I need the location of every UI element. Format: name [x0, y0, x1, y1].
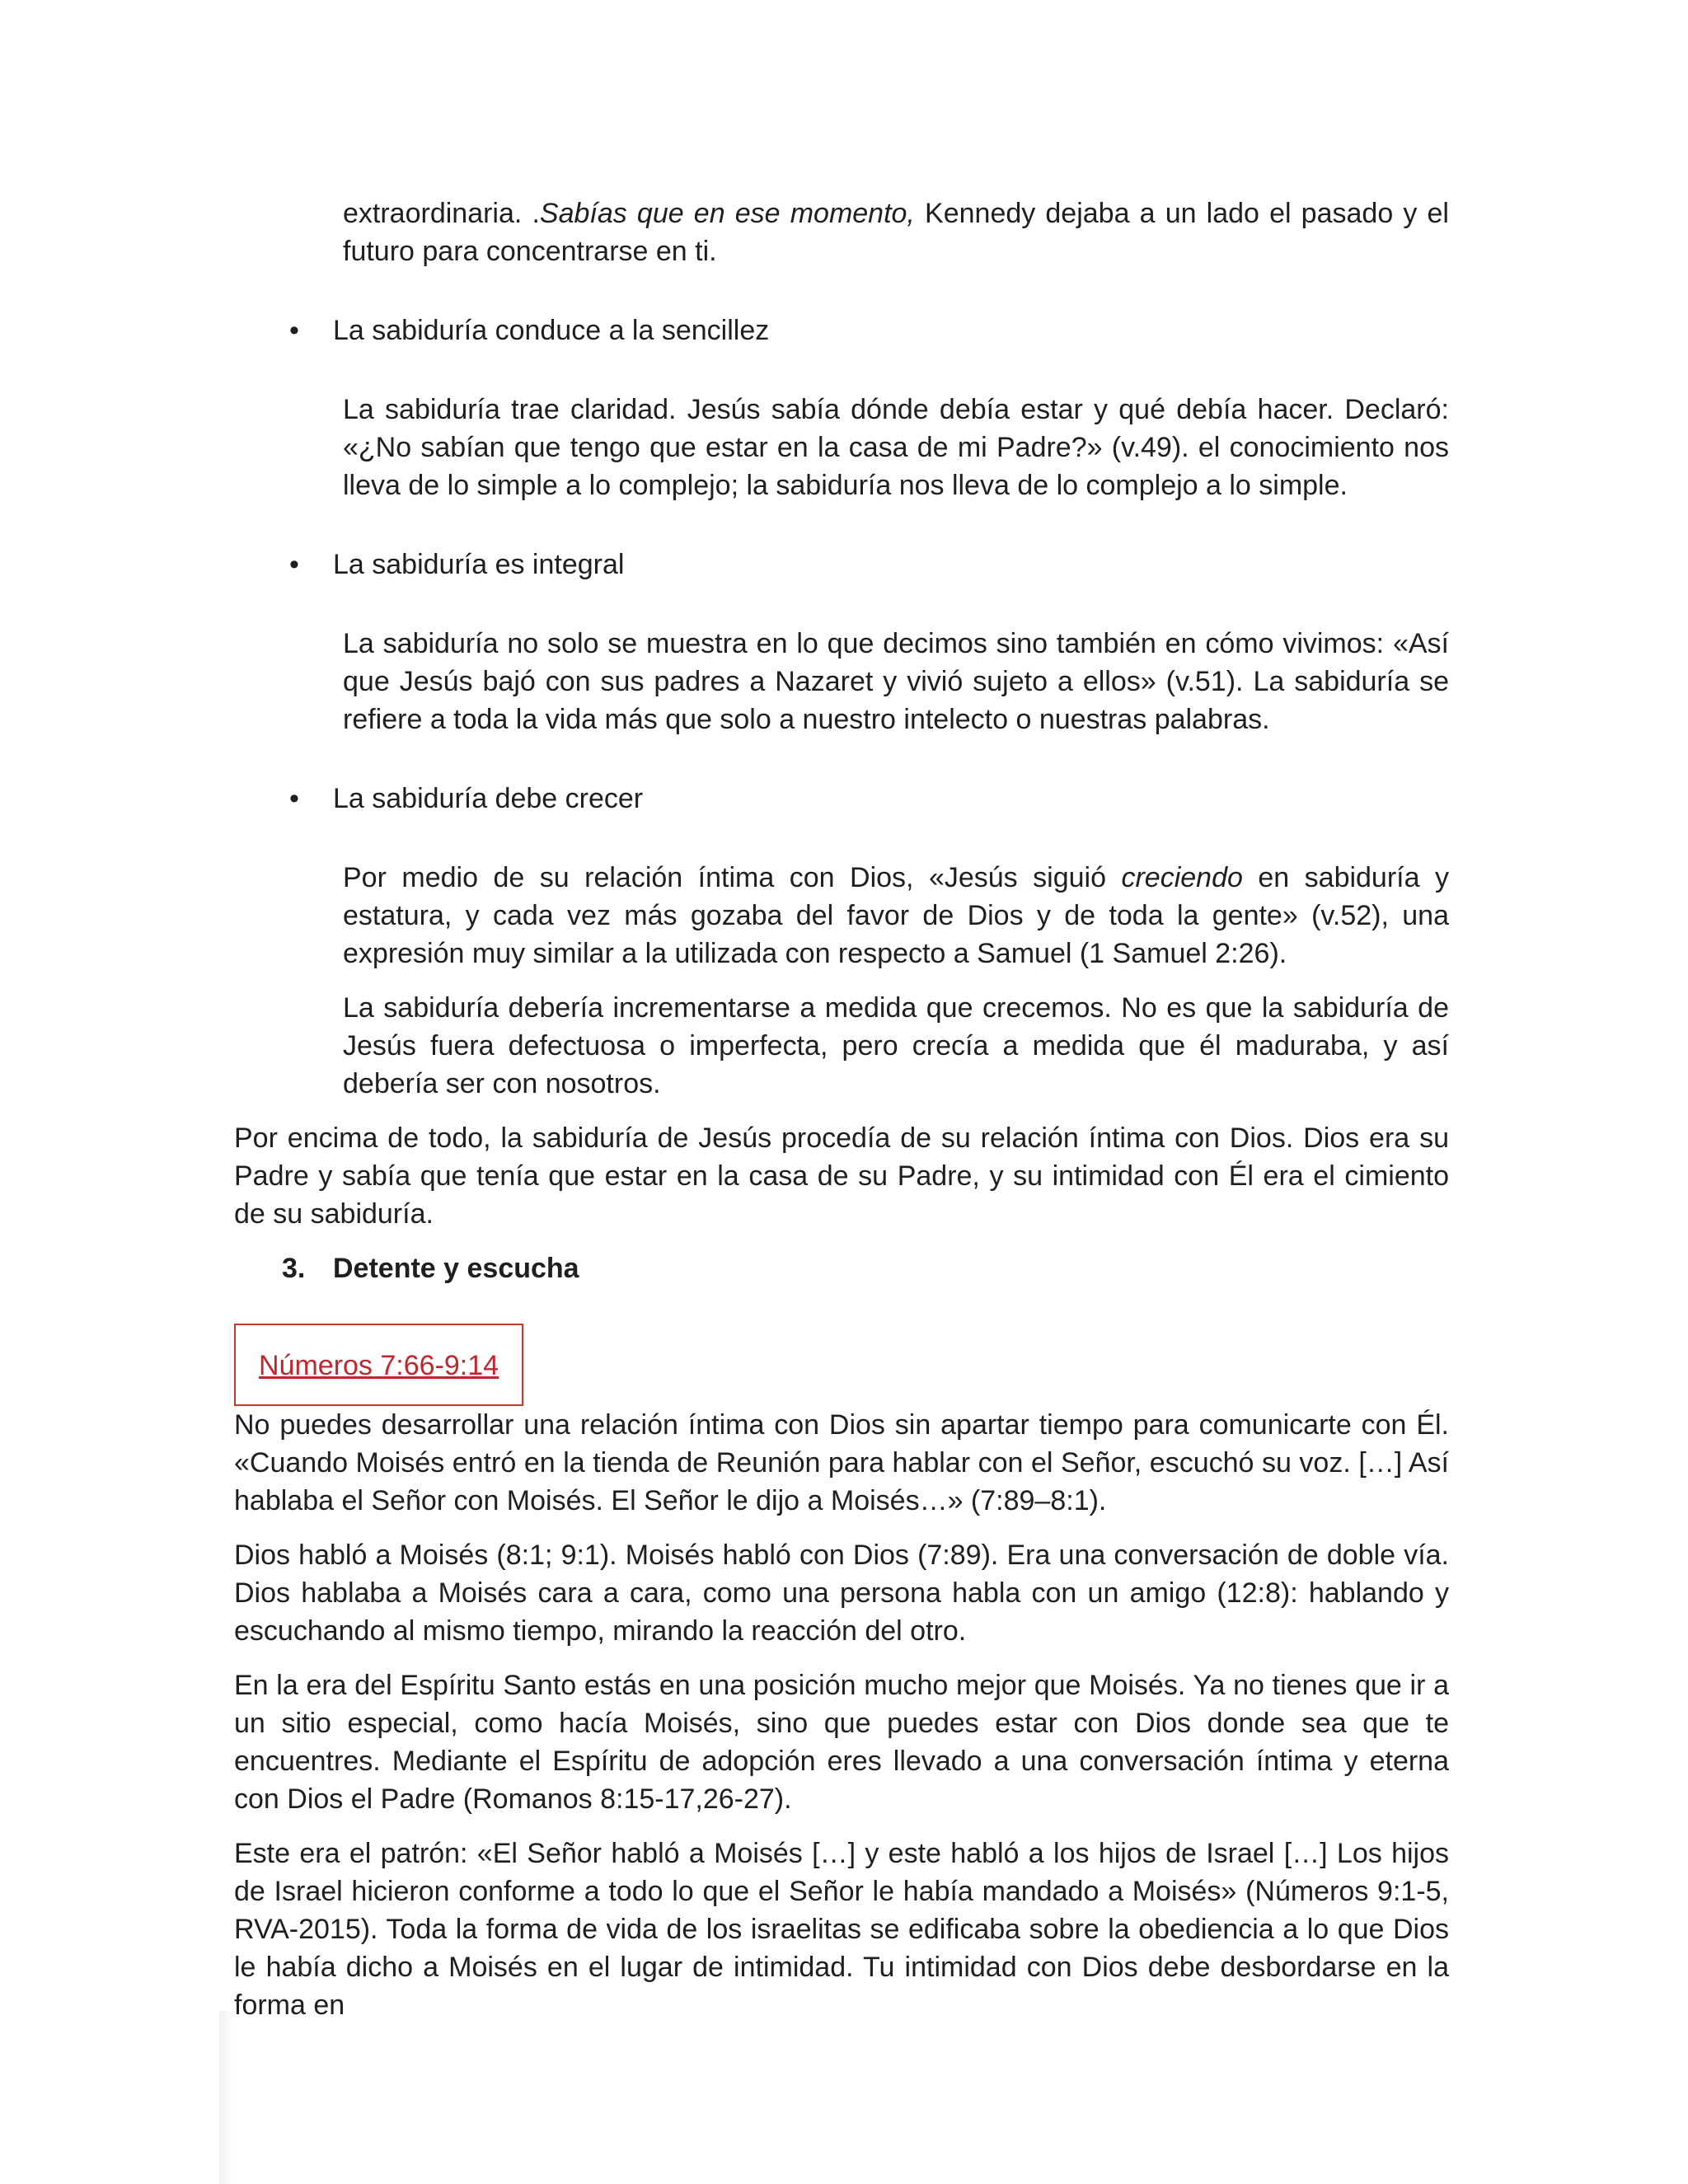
point-paragraph [343, 989, 1449, 1103]
body-paragraph: Este era el patrón: «El Señor habló a Moisés […] y este habló a los hijos de Israel […] Los hijos de Israel hicieron conforme a todo lo que el Señor le había mandado a Moisés» (Números 9:1-5, RVA-2015). Toda la forma de vida de los israelitas se edificaba sobre la obediencia a lo que Dios le había dicho a Moisés en el lugar de intimidad. Tu intimidad con Dios debe desbordarse en la forma en [234, 1838, 1449, 2021]
body-paragraph: No puedes desarrollar una relación íntima con Dios sin apartar tiempo para comunicarte con Él. «Cuando Moisés entró en la tienda de Reunión para hablar con el Señor, escuchó su voz. […] Así hablaba el Señor con Moisés. El Señor le dijo a Moisés…» (7:89–8:1). [234, 1409, 1449, 1516]
paragraph-text: Por medio de su relación íntima con Dios, «Jesús siguió [343, 862, 1122, 893]
bullet-icon: • [289, 549, 299, 580]
paragraph-text: La sabiduría debería incrementarse a medida que crecemos. No es que la sabiduría de Jesús fuera defectuosa o imperfecta, pero crecía a medida que él maduraba, y así debería ser con nosotros. [343, 992, 1449, 1099]
bullet-heading: La sabiduría es integral [333, 549, 625, 580]
section-title: Detente y escucha [333, 1253, 579, 1284]
scripture-reference-link[interactable]: Números 7:66-9:14 [259, 1350, 499, 1381]
intro-italic-text: Sabías que en ese momento, [539, 198, 915, 229]
intro-text-end: Kennedy dejaba a un lado el pasado y el futuro para concentrarse en ti. [343, 198, 1449, 267]
bullet-icon: • [289, 315, 299, 346]
bullet-heading: La sabiduría debe crecer [333, 783, 644, 814]
paragraph-text: La sabiduría trae claridad. Jesús sabía dónde debía estar y qué debía hacer. Declaró: «¿No sabían que tengo que estar en la casa de mi Padre?» (v.49). el conocimiento nos lleva de lo simple a lo complejo; la sabiduría nos lleva de lo complejo a lo simple. [343, 394, 1449, 501]
intro-text: extraordinaria. . [343, 198, 540, 229]
point-paragraph [343, 625, 1449, 738]
scripture-reference-box [234, 1324, 523, 1406]
bullet-point-sencillez [289, 312, 1449, 349]
document-content [234, 194, 1449, 2024]
point-paragraph [343, 859, 1449, 972]
bullet-point-integral [289, 546, 1449, 583]
bullet-heading: La sabiduría conduce a la sencillez [333, 315, 770, 346]
bullet-point-crecer [289, 780, 1449, 818]
summary-paragraph: Por encima de todo, la sabiduría de Jesús procedía de su relación íntima con Dios. Dios era su Padre y sabía que tenía que estar en la casa de su Padre, y su intimidad con Él era el cimiento de su sabiduría. [234, 1122, 1449, 1230]
paragraph-text-end: en sabiduría y estatura, y cada vez más gozaba del favor de Dios y de toda la gente» (v.52), una expresión muy similar a la utilizada con respecto a Samuel (1 Samuel 2:26). [343, 862, 1449, 969]
body-paragraph: Dios habló a Moisés (8:1; 9:1). Moisés habló con Dios (7:89). Era una conversación de doble vía. Dios hablaba a Moisés cara a cara, como una persona habla con un amigo (12:8): hablando y escuchando al mismo tiempo, mirando la reacción del otro. [234, 1540, 1449, 1647]
paragraph-text: La sabiduría no solo se muestra en lo que decimos sino también en cómo vivimos: «Así que Jesús bajó con sus padres a Nazaret y vivió sujeto a ellos» (v.51). La sabiduría se refiere a toda la vida más que solo a nuestro intelecto o nuestras palabras. [343, 628, 1449, 735]
section-number: 3. [282, 1253, 306, 1284]
body-paragraph: En la era del Espíritu Santo estás en una posición mucho mejor que Moisés. Ya no tienes que ir a un sitio especial, como hacía Moisés, sino que puedes estar con Dios donde sea que te encuentres. Mediante el Espíritu de adopción eres llevado a una conversación íntima y eterna con Dios el Padre (Romanos 8:15-17,26-27). [234, 1670, 1449, 1815]
paragraph-italic: creciendo [1121, 862, 1243, 893]
bullet-icon: • [289, 783, 299, 814]
intro-paragraph [343, 194, 1449, 270]
section-heading [282, 1249, 1449, 1287]
point-paragraph [343, 391, 1449, 504]
page-edge-shadow [219, 2011, 234, 2184]
